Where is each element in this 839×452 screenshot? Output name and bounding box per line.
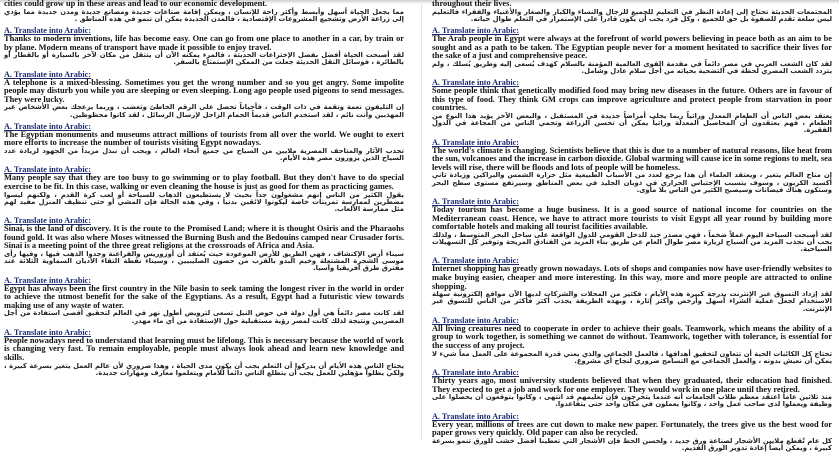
exercise-heading: A. Translate into Arabic:: [4, 121, 92, 131]
translation-exercise: [432, 256, 832, 312]
translation-exercise: [432, 138, 832, 194]
exercise-heading: A. Translate into Arabic:: [432, 78, 520, 88]
exercise-heading: A. Translate into Arabic:: [432, 256, 520, 266]
exercise-heading: A. Translate into Arabic:: [432, 137, 520, 147]
translation-exercise: [432, 197, 832, 253]
exercise-heading: A. Translate into Arabic:: [4, 165, 92, 175]
arabic-translation: تحتاج كل الكائنات الحية أن تتعاون لتحقيق أهدافها ، فالعمل الجماعي والذي يعني قدرة المجموعة على العمل معاً شيء لا يمكن أن نعيش بدونه ، والعمل الجماعي مع التسامح ضروري لنجاح أي مشروع.: [432, 349, 832, 365]
translation-exercise: [4, 328, 404, 377]
translation-exercise: [432, 412, 832, 452]
arabic-translation: مما يجعل الحياة أسهل وأبسط وأكثر راحة للإنسان ، ويمكن إقامة صناعات جديدة ومصانع جديدة ومدن جديدة مما يؤدي إلى زراعة الأرض وتشجيع المشروعات الإقتصادية ، فالمدن الجديدة يمكن أن تنمو في هذه المناطق .: [4, 7, 404, 23]
exercise-heading: A. Translate into Arabic:: [432, 26, 520, 35]
arabic-translation: لقد أصبحت الحياة أفضل بفضل الإختراعات الحديثة ، فالمرء يمكنه الآن أن ينتقل من مكان لآخر بالسيارة أو بالقطار أو بالطائرة ، فوسائل النقل الحديثة جعلت من الممكن الإستمتاع بالسفر.: [4, 51, 404, 67]
translation-exercise: [4, 70, 404, 119]
english-passage: A telephone is a mixed-blessing. Sometimes you get the wrong number and so you get angry. Some impolite people may disturb you while you are sleeping or even sleeping. Long ago people used pigeons to send messages. They were lucky.: [4, 77, 404, 104]
arabic-translation: كل عام تُقطع ملايين الأشجار لصناعة ورق جديد ، ولحسن الحظ فإن الأشجار التي تعطينا أفضل خشب للورق تنمو بسرعة كبيرة ، ويمكن أيضاً إعادة تدوير الورق القديم.: [432, 436, 832, 452]
english-passage: People nowadays need to understand that learning must be lifelong. This is necessary because the world of work is changing very fast. To remain employable, people must always look ahead and learn new knowledge and skills.: [4, 335, 404, 362]
left-column: [4, 0, 404, 440]
english-passage: Sinai, is the land of discovery. It is the route to the Promised Land; where it is thought Osiris and the Pharaohs found gold. It was also where Moses witnessed the Burning Bush and the Bedouins camped near Crusader forts. Sinai is a meeting point of the three great religions at the crossroads of Africa and Asia.: [4, 224, 404, 251]
translation-exercise: [4, 26, 404, 67]
exercise-heading: A. Translate into Arabic:: [4, 216, 92, 226]
arabic-translation: يحتاج الناس هذه الأيام أن يدركوا أن التعلم يجب أن يكون مدى الحياة ، وهذا ضروري لأن عالم العمل يتغير بسرعة كبيرة ، ولكي يظلوا مؤهلين للعمل يجب أن يتطلع الناس دائماً للأمام ويتعلموا معارف ومهارات جديدة.: [4, 361, 404, 377]
exercise-heading: A. Translate into Arabic:: [432, 196, 520, 206]
english-passage: Many people say that they are too busy to go swimming or to play football. But they don't have to do special exercise to be fit. In this case, walking or even cleaning the house is just as good for them as practicing games.: [4, 173, 404, 191]
english-passage: The Egyptian monuments and museums attract millions of tourists from all over the world. We ought to exert more efforts to increase the number of tourists visiting Egypt nowadays.: [4, 129, 404, 148]
arabic-translation: المجتمعات الحديثة تحتاج إلى إعادة النظر في التعليم للجميع للرجال والنساء والكبار والصغار والأغنياء والفقراء فالتعليم ليس سلعة تقدم للصفوة بل حق للجميع ، وكل فرد يجب أن يكون قادراً على الإستمرار في التعلم طوال حياته.: [432, 7, 832, 23]
translation-exercise: [4, 216, 404, 272]
arabic-translation: منذ ثلاثين عاماً اعتقد معظم طلاب الجامعات أنه عندما يتخرجون فإن تعليمهم قد انتهى ، وكانوا يتوقعون أن يحصلوا على وظيفة ويعملوا لدى صاحب عمل واحد ، وكانوا يعملون في مكان واحد حتى يتقاعدوا.: [432, 393, 832, 409]
english-passage: Every year, millions of trees are cut down to make new paper. Fortunately, the trees give us the best wood for paper grows very quickly. Old paper can also be recycled.: [432, 419, 832, 438]
arabic-translation: يعتقد بعض الناس أن الطعام المعدل وراثياً ربما يجلب أمراضاً جديدة في المستقبل ، والبعض الآخر يؤيد هذا النوع من الطعام ، فهم يعتقدون أن المحاصيل المعدلة وراثياً يمكن أن تحسن الزراعة وتحمي الناس من المجاعة في الدول الفقيرة.: [432, 111, 832, 135]
arabic-translation: إن التليفون نعمة ونقمة في ذات الوقت ، فأحياناً تحصل على الرقم الخاطئ وتغضب ، وربما يزعجك بعض الأشخاص غير المهذبين وأنت نائم ، لقد استخدم الناس قديماً الحمام الزاجل لإرسال الرسائل ، لقد كانوا محظوظين.: [4, 103, 404, 119]
exercise-heading: A. Translate into Arabic:: [4, 26, 92, 35]
english-passage: Thanks to modern inventions, life has become easy. One can go from one place to another in a car, by train or by plane. Modern means of transport have made it possible to enjoy travel.: [4, 34, 404, 52]
english-passage: Internet shopping has greatly grown nowadays. Lots of shops and companies now have user-friendly websites to make buying easier, cheaper and more interesting. In this way, more and more people are attracted to online shopping.: [432, 264, 832, 291]
english-passage: Egypt has always been the first country in the Nile basin to seek taming the longest river in the world in order to achieve the utmost benefit for the sake of the Egyptians. As a result, Egypt had a futuristic view towards making use of any waste of water.: [4, 283, 404, 310]
translation-exercise: [4, 276, 404, 325]
english-passage: The world's climate is changing. Scientists believe that this is due to a number of natural reasons, like heat from the sun, volcanoes and the increase in carbon dioxide. Global warming will cause ice in some regions to melt, sea levels will rise, there will be floods and lots of people will be homeless.: [432, 145, 832, 172]
english-passage: All living creatures need to cooperate in order to achieve their goals. Teamwork, which means the ability of a group to work together, is something we cannot do without. Teamwork, together with tolerance, is essential for the success of any project.: [432, 323, 832, 350]
translation-exercise: [4, 0, 404, 23]
exercise-heading: A. Translate into Arabic:: [4, 69, 92, 79]
column-divider: [421, 0, 422, 440]
translation-exercise: [4, 122, 404, 163]
arabic-translation: تجذب الآثار والمتاحف المصرية ملايين من السياح من جميع أنحاء العالم ، ويجب أن نبذل مزيداً من الجهود لزيادة عدد السياح الذين يزورون مصر هذه الأيام.: [4, 146, 404, 163]
exercise-heading: A. Translate into Arabic:: [4, 327, 92, 337]
english-passage: throughout their lives.: [432, 0, 512, 8]
translation-exercise: [432, 368, 832, 409]
arabic-translation: لقد كانت مصر دائماً هي أول دولة في حوض النيل تسعى لترويض أطول نهر في العالم لتحقيق أقصى استفادة من أجل المصريين ونتيجة لذلك كانت لمصر رؤية مستقبلية حول الإستفادة من أي ماء مهدر.: [4, 309, 404, 325]
translation-exercise: [432, 316, 832, 365]
english-passage: cities could grow up in these areas and lead to our economic development.: [4, 0, 268, 8]
exercise-heading: A. Translate into Arabic:: [4, 275, 92, 285]
translation-exercise: [432, 26, 832, 75]
exercise-heading: A. Translate into Arabic:: [432, 315, 520, 325]
exercise-heading: A. Translate into Arabic:: [432, 367, 520, 377]
arabic-translation: سيناء أرض الإكتشاف ، فهي الطريق للأرض الموعودة حيث يُعتقد أن أوزوريس والفراعنة وجدوا الذهب فيها ، وفيها رأى موسى الشجرة المشتعلة وخيم البدو بالقرب من حصون الصليبيين ، وسيناء نقطة التقاء الأديان السماوية الثلاثة عند مفترق طرق أفريقيا وآسيا.: [4, 249, 404, 273]
arabic-translation: إن مناخ العالم يتغير ، ويعتقد العلماء أن هذا يرجع لعدد من الأسباب الطبيعية مثل حرارة الشمس والبراكين وزيادة ثاني أكسيد الكربون ، وسوف يتسبب الإحتباس الحراري في ذوبان الجليد في بعض المناطق وسيرتفع مستوى سطح البحر وستكون هناك فيضانات وسيصبح الكثير من الناس بلا مأوى.: [432, 171, 832, 194]
english-passage: The Arab people in Egypt were always at the forefront of world powers believing in peace both as an aim to be sought and as a path to be taken. The Egyptian people never for a moment hesitated to sacrifice their lives for the sake of a just and comprehensive peace.: [432, 34, 832, 61]
arabic-translation: لقد كان الشعب العربي في مصر دائماً في مقدمة القوى العالمية المؤمنة بالسلام كهدف يُسعى إليه وطريق يُسلك ، ولم يتردد الشعب المصري لحظة في التضحية بحياته من أجل سلام عادل وشامل.: [432, 59, 832, 75]
translation-exercise: [4, 165, 404, 213]
english-passage: Today tourism has become a huge business. It is a good source of national income for countries on the Mediterranean coast. Hence, we have to attract more tourists to visit Egypt all year round by building more comfortable hotels and making all tourist facilities available.: [432, 204, 832, 232]
arabic-translation: لقد أصبحت السياحة اليوم عملاً ضخماً ، فهي مصدر جيد للدخل القومي للدول الواقعة على ساحل البحر المتوسط ، ولذلك يجب أن نجذب المزيد من السياح لزيارة مصر طوال العام عن طريق بناء المزيد من الفنادق المريحة وتوفير كل التسهيلات السياحية.: [432, 230, 832, 254]
exercise-heading: A. Translate into Arabic:: [432, 411, 520, 421]
english-passage: Some people think that genetically modified food may bring new diseases in the future. Others are in favour of this type of food. They think GM crops can improve agriculture and protect people from starvation in poor countries.: [432, 86, 832, 113]
arabic-translation: يقول الكثير من الناس إنهم مشغولون جداً بحيث لا يستطيعون الذهاب للسباحة أو لعب كرة القدم ، ولكنهم ليسوا مضطرين لممارسة تمرينات خاصة ليكونوا لائقين بدنياً ، وفي هذه الحالة فإن المشي أو حتى تنظيف المنزل مفيد لهم مثل ممارسة الألعاب.: [4, 190, 404, 213]
translation-exercise: [432, 78, 832, 134]
translation-exercise: [432, 0, 832, 23]
right-column: [432, 0, 832, 452]
arabic-translation: لقد إزداد التسوق عبر الإنترنت بدرجة كبيرة هذه الأيام ، فكثير من المحلات والشركات لديها الآن مواقع إلكترونية سهلة الاستخدام لجعل عملية الشراء أسهل وأرخص وأكثر إثارة ، وبهذه الطريقة يجذب أكثر فأكثر من الناس للتسوق عبر الإنترنت.: [432, 290, 832, 313]
english-passage: Thirty years ago, most university students believed that when they graduated, their education had finished. They expected to get a job and work for one employer. They would work in one place until they retired.: [432, 375, 832, 394]
